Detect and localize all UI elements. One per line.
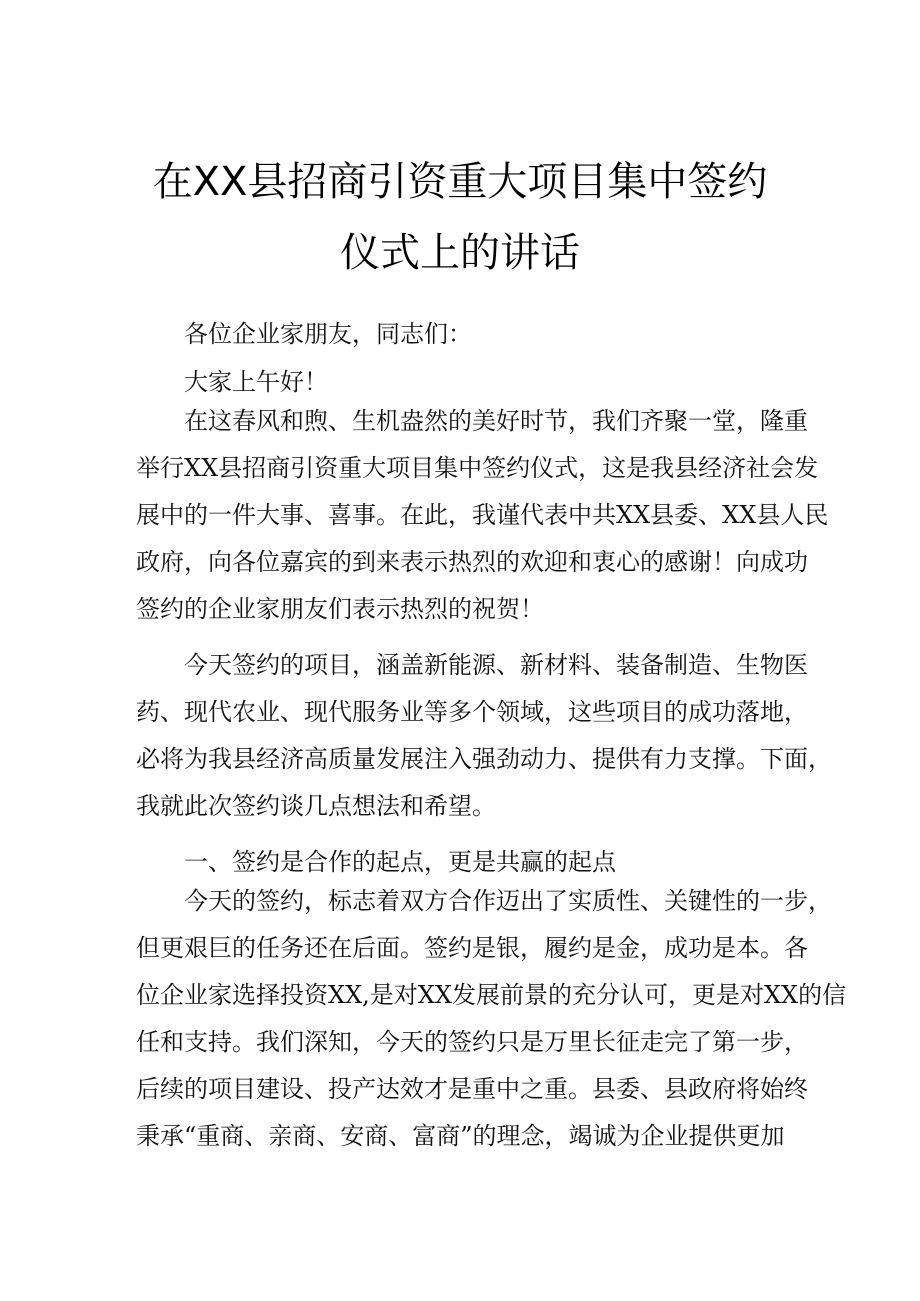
paragraph-line: 今天的签约，标志着双方合作迈出了实质性、关键性的一步，	[184, 887, 832, 915]
paragraph-line: 举行XX县招商引资重大项目集中签约仪式，这是我县经济社会发	[136, 454, 819, 482]
salutation-address: 各位企业家朋友，同志们：	[184, 320, 472, 348]
document-title-line-2: 仪式上的讲话	[340, 230, 580, 276]
paragraph-line: 今天签约的项目，涵盖新能源、新材料、装备制造、生物医	[184, 651, 808, 679]
paragraph-line: 任和支持。我们深知，今天的签约只是万里长征走完了第一步，	[136, 1028, 808, 1056]
paragraph-line: 药、现代农业、现代服务业等多个领域，这些项目的成功落地，	[136, 698, 808, 726]
document-title-line-1: 在XX县招商引资重大项目集中签约	[152, 159, 768, 205]
section-heading-1: 一、签约是合作的起点，更是共赢的起点	[184, 848, 616, 876]
salutation-hello: 大家上午好！	[184, 368, 328, 396]
paragraph-line: 政府，向各位嘉宾的到来表示热烈的欢迎和衷心的感谢！向成功	[136, 548, 808, 576]
paragraph-line: 必将为我县经济高质量发展注入强劲动力、提供有力支撑。下面，	[136, 745, 832, 773]
paragraph-welcome	[136, 398, 829, 633]
paragraph-line: 在这春风和煦、生机盎然的美好时节，我们齐聚一堂，隆重	[184, 407, 808, 435]
paragraph-cooperation	[136, 878, 847, 1160]
paragraph-line: 展中的一件大事、喜事。在此，我谨代表中共XX县委、XX县人民	[136, 501, 829, 529]
paragraph-line: 位企业家选择投资XX,是对XX发展前景的充分认可，更是对XX的信	[136, 981, 847, 1009]
paragraph-line: 签约的企业家朋友们表示热烈的祝贺！	[136, 595, 544, 623]
paragraph-line: 后续的项目建设、投产达效才是重中之重。县委、县政府将始终	[136, 1075, 808, 1103]
paragraph-line: 秉承“重商、亲商、安商、富商”的理念，竭诚为企业提供更加	[136, 1122, 785, 1150]
paragraph-line: 但更艰巨的任务还在后面。签约是银，履约是金，成功是本。各	[136, 934, 808, 962]
paragraph-projects	[136, 642, 832, 830]
paragraph-line: 我就此次签约谈几点想法和希望。	[136, 792, 496, 820]
